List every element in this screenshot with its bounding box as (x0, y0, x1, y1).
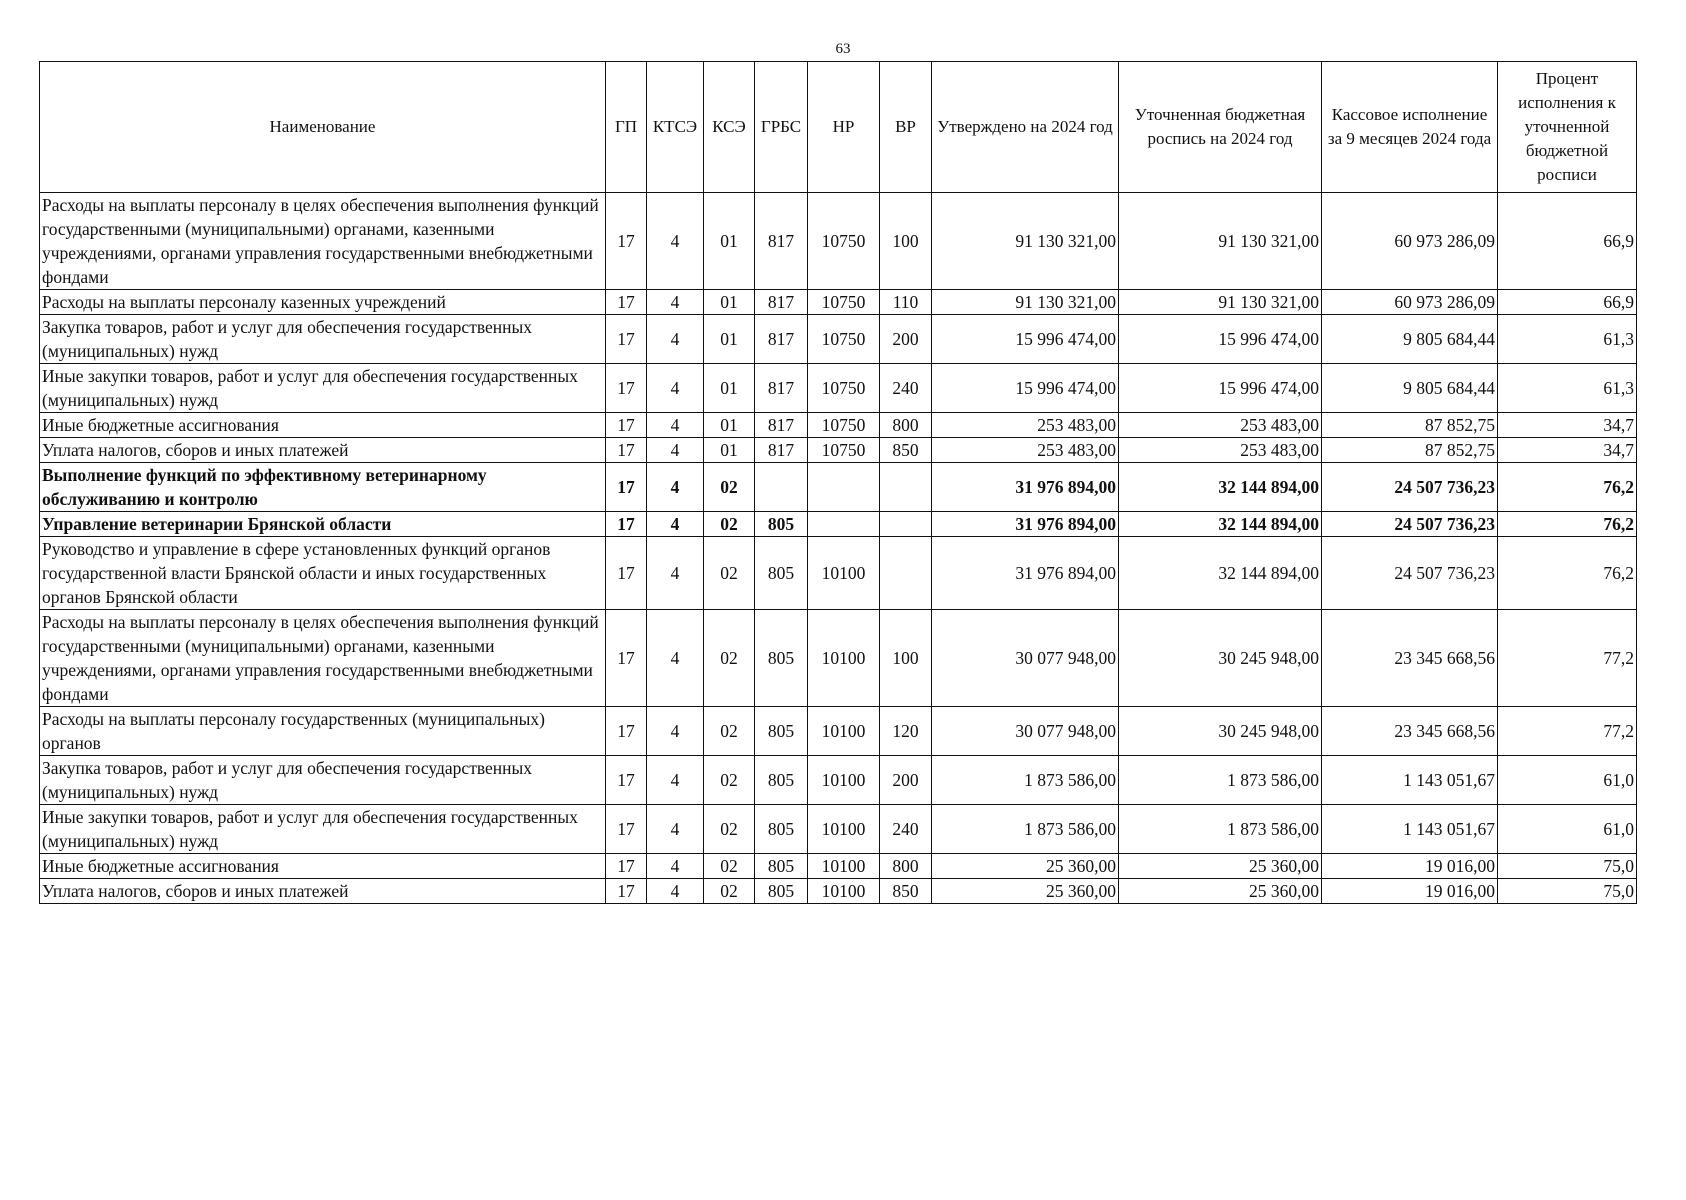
cell-gp: 17 (606, 537, 647, 610)
cell-vr: 800 (880, 854, 932, 879)
cell-kse: 02 (704, 537, 755, 610)
cell-cash-execution: 87 852,75 (1322, 438, 1498, 463)
cell-approved: 30 077 948,00 (932, 707, 1119, 756)
cell-grbs: 805 (755, 854, 808, 879)
table-row (40, 512, 1637, 537)
cell-nr: 10750 (808, 315, 880, 364)
cell-nr: 10100 (808, 610, 880, 707)
header-ktse: КТСЭ (647, 62, 704, 193)
cell-grbs: 817 (755, 193, 808, 290)
cell-kse: 02 (704, 756, 755, 805)
cell-percent: 61,3 (1498, 315, 1637, 364)
cell-vr: 850 (880, 438, 932, 463)
cell-ktse: 4 (647, 193, 704, 290)
table-row (40, 610, 1637, 707)
cell-cash-execution: 23 345 668,56 (1322, 707, 1498, 756)
cell-ktse: 4 (647, 537, 704, 610)
cell-approved: 15 996 474,00 (932, 364, 1119, 413)
cell-ktse: 4 (647, 879, 704, 904)
header-cash-execution: Кассовое исполнение за 9 месяцев 2024 года (1322, 62, 1498, 193)
cell-nr (808, 512, 880, 537)
cell-vr: 240 (880, 364, 932, 413)
cell-approved: 91 130 321,00 (932, 193, 1119, 290)
cell-revised: 253 483,00 (1119, 413, 1322, 438)
header-kse: КСЭ (704, 62, 755, 193)
header-gp: ГП (606, 62, 647, 193)
table-row (40, 364, 1637, 413)
cell-nr: 10100 (808, 707, 880, 756)
cell-cash-execution: 19 016,00 (1322, 854, 1498, 879)
cell-percent: 34,7 (1498, 438, 1637, 463)
table-row (40, 756, 1637, 805)
cell-gp: 17 (606, 193, 647, 290)
cell-cash-execution: 9 805 684,44 (1322, 315, 1498, 364)
cell-cash-execution: 87 852,75 (1322, 413, 1498, 438)
cell-grbs: 817 (755, 364, 808, 413)
cell-kse: 01 (704, 364, 755, 413)
cell-nr: 10100 (808, 756, 880, 805)
cell-gp: 17 (606, 364, 647, 413)
header-grbs: ГРБС (755, 62, 808, 193)
cell-nr: 10750 (808, 413, 880, 438)
cell-gp: 17 (606, 879, 647, 904)
header-revised: Уточненная бюджетная роспись на 2024 год (1119, 62, 1322, 193)
cell-grbs: 817 (755, 315, 808, 364)
cell-revised: 30 245 948,00 (1119, 707, 1322, 756)
table-row (40, 707, 1637, 756)
cell-approved: 25 360,00 (932, 879, 1119, 904)
cell-ktse: 4 (647, 512, 704, 537)
cell-revised: 32 144 894,00 (1119, 512, 1322, 537)
cell-percent: 66,9 (1498, 290, 1637, 315)
cell-vr: 800 (880, 413, 932, 438)
cell-nr: 10750 (808, 193, 880, 290)
cell-cash-execution: 60 973 286,09 (1322, 193, 1498, 290)
cell-name: Иные бюджетные ассигнования (40, 854, 606, 879)
cell-nr: 10100 (808, 537, 880, 610)
cell-name: Иные закупки товаров, работ и услуг для обеспечения государственных (муниципальных) нужд (40, 364, 606, 413)
cell-grbs: 805 (755, 805, 808, 854)
cell-approved: 15 996 474,00 (932, 315, 1119, 364)
cell-kse: 01 (704, 413, 755, 438)
cell-percent: 66,9 (1498, 193, 1637, 290)
cell-nr (808, 463, 880, 512)
cell-revised: 15 996 474,00 (1119, 315, 1322, 364)
cell-name: Закупка товаров, работ и услуг для обеспечения государственных (муниципальных) нужд (40, 315, 606, 364)
cell-gp: 17 (606, 512, 647, 537)
cell-name: Иные закупки товаров, работ и услуг для обеспечения государственных (муниципальных) нужд (40, 805, 606, 854)
table-row (40, 805, 1637, 854)
header-name: Наименование (40, 62, 606, 193)
table-header-row (40, 62, 1637, 193)
cell-kse: 01 (704, 290, 755, 315)
cell-revised: 25 360,00 (1119, 854, 1322, 879)
cell-ktse: 4 (647, 315, 704, 364)
cell-gp: 17 (606, 463, 647, 512)
cell-percent: 75,0 (1498, 854, 1637, 879)
cell-nr: 10100 (808, 805, 880, 854)
cell-gp: 17 (606, 610, 647, 707)
cell-approved: 1 873 586,00 (932, 805, 1119, 854)
cell-gp: 17 (606, 756, 647, 805)
cell-percent: 77,2 (1498, 707, 1637, 756)
cell-grbs: 817 (755, 290, 808, 315)
cell-approved: 31 976 894,00 (932, 463, 1119, 512)
cell-revised: 32 144 894,00 (1119, 537, 1322, 610)
cell-percent: 75,0 (1498, 879, 1637, 904)
cell-percent: 61,0 (1498, 805, 1637, 854)
cell-vr (880, 537, 932, 610)
cell-vr: 240 (880, 805, 932, 854)
cell-ktse: 4 (647, 290, 704, 315)
cell-approved: 253 483,00 (932, 438, 1119, 463)
cell-kse: 01 (704, 315, 755, 364)
cell-ktse: 4 (647, 413, 704, 438)
cell-name: Уплата налогов, сборов и иных платежей (40, 879, 606, 904)
cell-name: Иные бюджетные ассигнования (40, 413, 606, 438)
cell-cash-execution: 24 507 736,23 (1322, 537, 1498, 610)
cell-cash-execution: 19 016,00 (1322, 879, 1498, 904)
cell-ktse: 4 (647, 438, 704, 463)
cell-approved: 31 976 894,00 (932, 512, 1119, 537)
cell-nr: 10100 (808, 854, 880, 879)
cell-percent: 76,2 (1498, 512, 1637, 537)
cell-ktse: 4 (647, 707, 704, 756)
cell-approved: 91 130 321,00 (932, 290, 1119, 315)
cell-gp: 17 (606, 707, 647, 756)
cell-revised: 91 130 321,00 (1119, 290, 1322, 315)
cell-vr: 120 (880, 707, 932, 756)
cell-grbs: 817 (755, 438, 808, 463)
cell-kse: 01 (704, 438, 755, 463)
cell-nr: 10750 (808, 438, 880, 463)
cell-name: Расходы на выплаты персоналу в целях обеспечения выполнения функций государственными (муниципальными) органами, казенными учреждениями, органами управления государственными внебюджетными фондами (40, 193, 606, 290)
cell-percent: 34,7 (1498, 413, 1637, 438)
cell-cash-execution: 1 143 051,67 (1322, 805, 1498, 854)
cell-name: Расходы на выплаты персоналу казенных учреждений (40, 290, 606, 315)
cell-percent: 61,3 (1498, 364, 1637, 413)
cell-cash-execution: 60 973 286,09 (1322, 290, 1498, 315)
cell-vr: 100 (880, 610, 932, 707)
cell-approved: 25 360,00 (932, 854, 1119, 879)
cell-gp: 17 (606, 438, 647, 463)
cell-ktse: 4 (647, 805, 704, 854)
cell-cash-execution: 1 143 051,67 (1322, 756, 1498, 805)
cell-kse: 02 (704, 854, 755, 879)
cell-gp: 17 (606, 290, 647, 315)
table-row (40, 879, 1637, 904)
table-row (40, 438, 1637, 463)
cell-name: Выполнение функций по эффективному ветеринарному обслуживанию и контролю (40, 463, 606, 512)
cell-ktse: 4 (647, 610, 704, 707)
table-row (40, 463, 1637, 512)
cell-grbs: 805 (755, 537, 808, 610)
cell-revised: 32 144 894,00 (1119, 463, 1322, 512)
budget-execution-table (39, 61, 1637, 904)
table-row (40, 315, 1637, 364)
cell-kse: 01 (704, 193, 755, 290)
cell-grbs (755, 463, 808, 512)
cell-revised: 253 483,00 (1119, 438, 1322, 463)
cell-cash-execution: 23 345 668,56 (1322, 610, 1498, 707)
cell-gp: 17 (606, 805, 647, 854)
table-row (40, 193, 1637, 290)
cell-name: Расходы на выплаты персоналу государственных (муниципальных) органов (40, 707, 606, 756)
cell-revised: 15 996 474,00 (1119, 364, 1322, 413)
cell-gp: 17 (606, 315, 647, 364)
table-body (40, 193, 1637, 904)
cell-approved: 1 873 586,00 (932, 756, 1119, 805)
cell-gp: 17 (606, 854, 647, 879)
cell-revised: 91 130 321,00 (1119, 193, 1322, 290)
cell-cash-execution: 24 507 736,23 (1322, 463, 1498, 512)
cell-ktse: 4 (647, 756, 704, 805)
cell-vr: 850 (880, 879, 932, 904)
cell-approved: 31 976 894,00 (932, 537, 1119, 610)
cell-vr: 200 (880, 756, 932, 805)
cell-kse: 02 (704, 805, 755, 854)
cell-name: Управление ветеринарии Брянской области (40, 512, 606, 537)
header-percent: Процент исполнения к уточненной бюджетной росписи (1498, 62, 1637, 193)
cell-grbs: 817 (755, 413, 808, 438)
cell-vr: 110 (880, 290, 932, 315)
cell-grbs: 805 (755, 879, 808, 904)
header-nr: НР (808, 62, 880, 193)
cell-name: Уплата налогов, сборов и иных платежей (40, 438, 606, 463)
cell-vr (880, 512, 932, 537)
cell-percent: 61,0 (1498, 756, 1637, 805)
cell-name: Закупка товаров, работ и услуг для обеспечения государственных (муниципальных) нужд (40, 756, 606, 805)
cell-revised: 1 873 586,00 (1119, 756, 1322, 805)
cell-gp: 17 (606, 413, 647, 438)
cell-nr: 10100 (808, 879, 880, 904)
cell-ktse: 4 (647, 364, 704, 413)
cell-grbs: 805 (755, 756, 808, 805)
cell-percent: 76,2 (1498, 537, 1637, 610)
cell-kse: 02 (704, 707, 755, 756)
cell-revised: 25 360,00 (1119, 879, 1322, 904)
cell-nr: 10750 (808, 290, 880, 315)
cell-kse: 02 (704, 463, 755, 512)
cell-cash-execution: 9 805 684,44 (1322, 364, 1498, 413)
cell-vr (880, 463, 932, 512)
cell-kse: 02 (704, 610, 755, 707)
page-number: 63 (835, 41, 851, 57)
cell-ktse: 4 (647, 463, 704, 512)
cell-revised: 1 873 586,00 (1119, 805, 1322, 854)
table-row (40, 290, 1637, 315)
cell-revised: 30 245 948,00 (1119, 610, 1322, 707)
cell-name: Руководство и управление в сфере установленных функций органов государственной власти Брянской области и иных государственных органов Брянской области (40, 537, 606, 610)
cell-vr: 200 (880, 315, 932, 364)
cell-nr: 10750 (808, 364, 880, 413)
cell-approved: 253 483,00 (932, 413, 1119, 438)
cell-percent: 76,2 (1498, 463, 1637, 512)
cell-cash-execution: 24 507 736,23 (1322, 512, 1498, 537)
header-vr: ВР (880, 62, 932, 193)
cell-percent: 77,2 (1498, 610, 1637, 707)
cell-ktse: 4 (647, 854, 704, 879)
cell-grbs: 805 (755, 512, 808, 537)
table-row (40, 413, 1637, 438)
table-row (40, 537, 1637, 610)
cell-kse: 02 (704, 879, 755, 904)
cell-grbs: 805 (755, 707, 808, 756)
cell-name: Расходы на выплаты персоналу в целях обеспечения выполнения функций государственными (муниципальными) органами, казенными учреждениями, органами управления государственными внебюджетными фондами (40, 610, 606, 707)
header-approved: Утверждено на 2024 год (932, 62, 1119, 193)
cell-vr: 100 (880, 193, 932, 290)
cell-approved: 30 077 948,00 (932, 610, 1119, 707)
table-row (40, 854, 1637, 879)
cell-grbs: 805 (755, 610, 808, 707)
cell-kse: 02 (704, 512, 755, 537)
